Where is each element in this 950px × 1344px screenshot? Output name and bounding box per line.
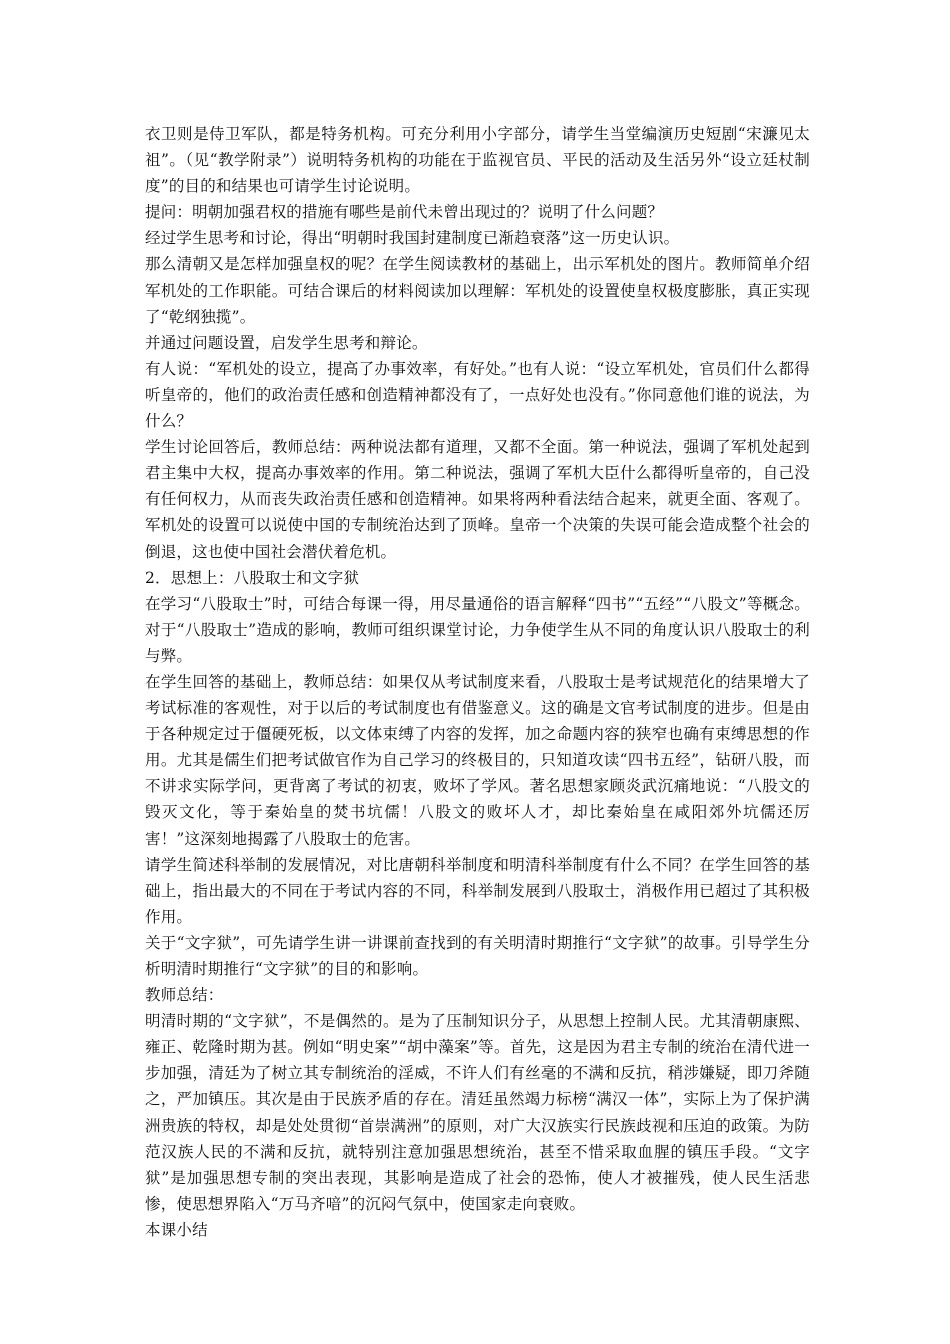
paragraph-11: 请学生简述科举制的发展情况，对比唐朝科举制度和明清科举制度有什么不同？在学生回答的基础上，指出最大的不同在于考试内容的不同，科举制发展到八股取士，消极作用已超过了其积极作用。: [145, 855, 810, 926]
document-body: [145, 121, 810, 1243]
paragraph-3: 经过学生思考和讨论，得出“明朝时我国封建制度已渐趋衰落”这一历史认识。: [145, 229, 680, 248]
lesson-summary-heading: 本课小结: [145, 1220, 208, 1239]
paragraph-10: 在学生回答的基础上，教师总结：如果仅从考试制度来看，八股取士是考试规范化的结果增大了考试标准的客观性，对于以后的考试制度也有借鉴意义。这的确是文官考试制度的进步。但是由于各种规定过于僵硬死板，以文体束缚了内容的发挥，加之命题内容的狭窄也确有束缚思想的作用。尤其是儒生们把考试做官作为自己学习的终极目的，只知道攻读“四书五经”，钻研八股，而不讲求实际学问，更背离了考试的初衷，败坏了学风。著名思想家顾炎武沉痛地说：“八股文的毁灭文化，等于秦始皇的焚书坑儒！八股文的败坏人才，却比秦始皇在咸阳郊外坑儒还厉害！”这深刻地揭露了八股取士的危害。: [145, 672, 810, 848]
paragraph-9: 在学习“八股取士”时，可结合每课一得，用尽量通俗的语言解释“四书”“五经”“八股文”等概念。对于“八股取士”造成的影响，教师可组织课堂讨论，力争使学生从不同的角度认识八股取士的利与弊。: [145, 594, 810, 665]
paragraph-12: 关于“文字狱”，可先请学生讲一讲课前查找到的有关明清时期推行“文字狱”的故事。引导学生分析明清时期推行“文字狱”的目的和影响。: [145, 933, 810, 978]
paragraph-14: 明清时期的“文字狱”，不是偶然的。是为了压制知识分子，从思想上控制人民。尤其清朝康熙、雍正、乾隆时期为甚。例如“明史案”“胡中藻案”等。首先，这是因为君主专制的统治在清代进一步加强，清廷为了树立其专制统治的淫威，不许人们有丝毫的不满和反抗，稍涉嫌疑，即刀斧随之，严加镇压。其次是由于民族矛盾的存在。清廷虽然竭力标榜“满汉一体”，实际上为了保护满洲贵族的特权，却是处处贯彻“首崇满洲”的原则，对广大汉族实行民族歧视和压迫的政策。为防范汉族人民的不满和反抗，就特别注意加强思想统治，甚至不惜采取血腥的镇压手段。“文字狱”是加强思想专制的突出表现，其影响是造成了社会的恐怖，使人才被摧残，使人民生活悲惨，使思想界陷入“万马齐喑”的沉闷气氛中，使国家走向衰败。: [145, 1012, 810, 1213]
paragraph-1: 衣卫则是侍卫军队，都是特务机构。可充分利用小字部分，请学生当堂编演历史短剧“宋濂见太祖”。（见“教学附录”）说明特务机构的功能在于监视官员、平民的活动及生活另外“设立廷杖制度”的目的和结果也可请学生讨论说明。: [145, 125, 810, 196]
paragraph-2: 提问：明朝加强君权的措施有哪些是前代未曾出现过的？说明了什么问题？: [145, 203, 664, 222]
section-heading: 2．思想上：八股取士和文字狱: [145, 568, 360, 587]
paragraph-6: 有人说：“军机处的设立，提高了办事效率，有好处。”也有人说：“设立军机处，官员们什么都得听皇帝的，他们的政治责任感和创造精神都没有了，一点好处也没有。”你同意他们谁的说法，为什么？: [145, 359, 810, 431]
paragraph-13: 教师总结：: [145, 986, 224, 1005]
paragraph-7: 学生讨论回答后，教师总结：两种说法都有道理，又都不全面。第一种说法，强调了军机处起到君主集中大权，提高办事效率的作用。第二种说法，强调了军机大臣什么都得听皇帝的，自己没有任何权力，从而丧失政治责任感和创造精神。如果将两种看法结合起来，就更全面、客观了。军机处的设置可以说使中国的专制统治达到了顶峰。皇帝一个决策的失误可能会造成整个社会的倒退，这也使中国社会潜伏着危机。: [145, 438, 810, 561]
paragraph-5: 并通过问题设置，启发学生思考和辩论。: [145, 333, 428, 352]
paragraph-4: 那么清朝又是怎样加强皇权的呢？在学生阅读教材的基础上，出示军机处的图片。教师简单介绍军机处的工作职能。可结合课后的材料阅读加以理解：军机处的设置使皇权极度膨胀，真正实现了“乾纲独揽”。: [145, 255, 810, 326]
